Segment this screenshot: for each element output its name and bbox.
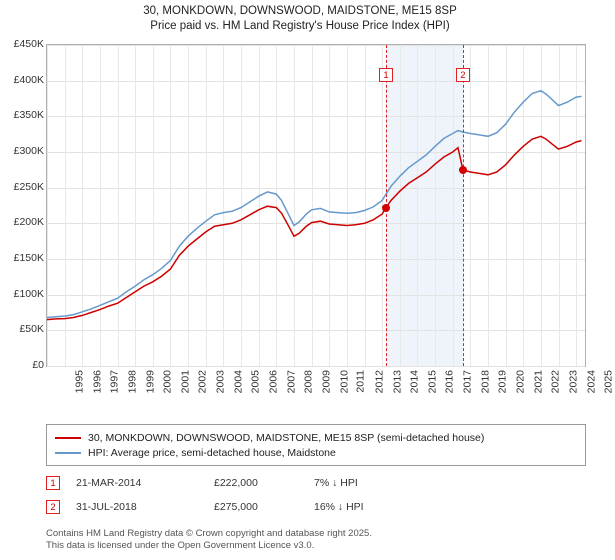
sale-marker-box: 2 (456, 68, 470, 82)
x-axis-tick-label: 2000 (161, 370, 174, 394)
sale-events-table (46, 474, 586, 522)
series-line (47, 91, 582, 318)
x-axis-tick-label: 2009 (320, 370, 333, 394)
x-axis-tick-label: 2007 (285, 370, 298, 394)
y-axis-tick-label: £350K (13, 109, 44, 122)
sale-event-hpi-delta: 16% ↓ HPI (314, 501, 364, 513)
title-line-2: Price paid vs. HM Land Registry's House Price Index (HPI) (150, 20, 450, 32)
sale-point-dot (382, 204, 390, 212)
x-axis-tick-label: 2002 (196, 370, 209, 394)
y-axis-tick-label: £50K (19, 323, 44, 336)
legend-item (55, 430, 577, 445)
x-axis-tick-label: 2020 (514, 370, 527, 394)
y-axis-tick-label: £400K (13, 73, 44, 86)
sale-event-marker: 2 (46, 500, 60, 514)
legend-item (55, 445, 577, 460)
x-axis-tick-label: 2012 (373, 370, 386, 394)
x-axis-tick-label: 2025 (602, 370, 615, 394)
legend-color-swatch (55, 437, 81, 439)
footer-text (46, 528, 594, 552)
x-axis-tick-label: 1998 (126, 370, 139, 394)
sale-event-date: 31-JUL-2018 (76, 501, 137, 513)
x-axis-tick-label: 2010 (337, 370, 350, 394)
chart-legend (46, 424, 586, 466)
y-axis-tick-label: £450K (13, 38, 44, 50)
sale-event-row (46, 474, 586, 498)
chart-plot-area (46, 44, 586, 367)
x-axis-tick-label: 1995 (73, 370, 86, 394)
gridline-horizontal (47, 366, 585, 367)
sale-event-marker: 1 (46, 476, 60, 490)
y-axis-tick-label: £100K (13, 287, 44, 300)
sale-event-line (463, 45, 464, 366)
sale-event-date: 21-MAR-2014 (76, 477, 142, 489)
sale-event-price: £222,000 (214, 477, 258, 489)
x-axis-tick-label: 2024 (584, 370, 597, 394)
x-axis-tick-label: 2003 (214, 370, 227, 394)
sale-event-price: £275,000 (214, 501, 258, 513)
x-axis-tick-label: 1999 (143, 370, 156, 394)
x-axis-tick-label: 2021 (531, 370, 544, 394)
x-axis-tick-label: 2017 (461, 370, 474, 394)
x-axis-tick-label: 2008 (302, 370, 315, 394)
x-axis-tick-label: 2016 (443, 370, 456, 394)
y-axis-tick-label: £0 (32, 359, 44, 371)
x-axis-tick-label: 1996 (90, 370, 103, 394)
sale-marker-box: 1 (379, 68, 393, 82)
x-axis-tick-label: 2013 (390, 370, 403, 394)
legend-label: HPI: Average price, semi-detached house, Maidstone (88, 446, 336, 459)
title-line-1: 30, MONKDOWN, DOWNSWOOD, MAIDSTONE, ME15 8SP (143, 5, 457, 17)
sale-event-hpi-delta: 7% ↓ HPI (314, 477, 358, 489)
x-axis-tick-label: 2022 (549, 370, 562, 394)
y-axis-tick-label: £250K (13, 180, 44, 193)
y-axis-tick-label: £300K (13, 145, 44, 157)
x-axis-tick-label: 2004 (232, 370, 245, 394)
y-axis-tick-label: £200K (13, 216, 44, 229)
legend-label: 30, MONKDOWN, DOWNSWOOD, MAIDSTONE, ME15 8SP (semi-detached house) (88, 431, 485, 444)
footer-line-1: Contains HM Land Registry data © Crown copyright and database right 2025. (46, 528, 372, 539)
chart-series-layer (47, 45, 585, 366)
x-axis-tick-label: 2011 (354, 370, 367, 393)
chart-title (0, 4, 600, 34)
x-axis-tick-label: 2006 (267, 370, 280, 394)
x-axis-tick-label: 2019 (496, 370, 509, 394)
x-axis-tick-label: 1997 (108, 370, 121, 394)
sale-point-dot (459, 166, 467, 174)
sale-event-row (46, 498, 586, 522)
x-axis-tick-label: 2015 (426, 370, 439, 394)
x-axis-tick-label: 2014 (408, 370, 421, 394)
x-axis-tick-label: 2023 (567, 370, 580, 394)
x-axis-tick-label: 2005 (249, 370, 262, 394)
footer-line-2: This data is licensed under the Open Government Licence v3.0. (46, 540, 315, 551)
legend-color-swatch (55, 452, 81, 454)
x-axis-tick-label: 2001 (179, 370, 192, 394)
y-axis-tick-label: £150K (13, 252, 44, 264)
x-axis-tick-label: 2018 (479, 370, 492, 394)
